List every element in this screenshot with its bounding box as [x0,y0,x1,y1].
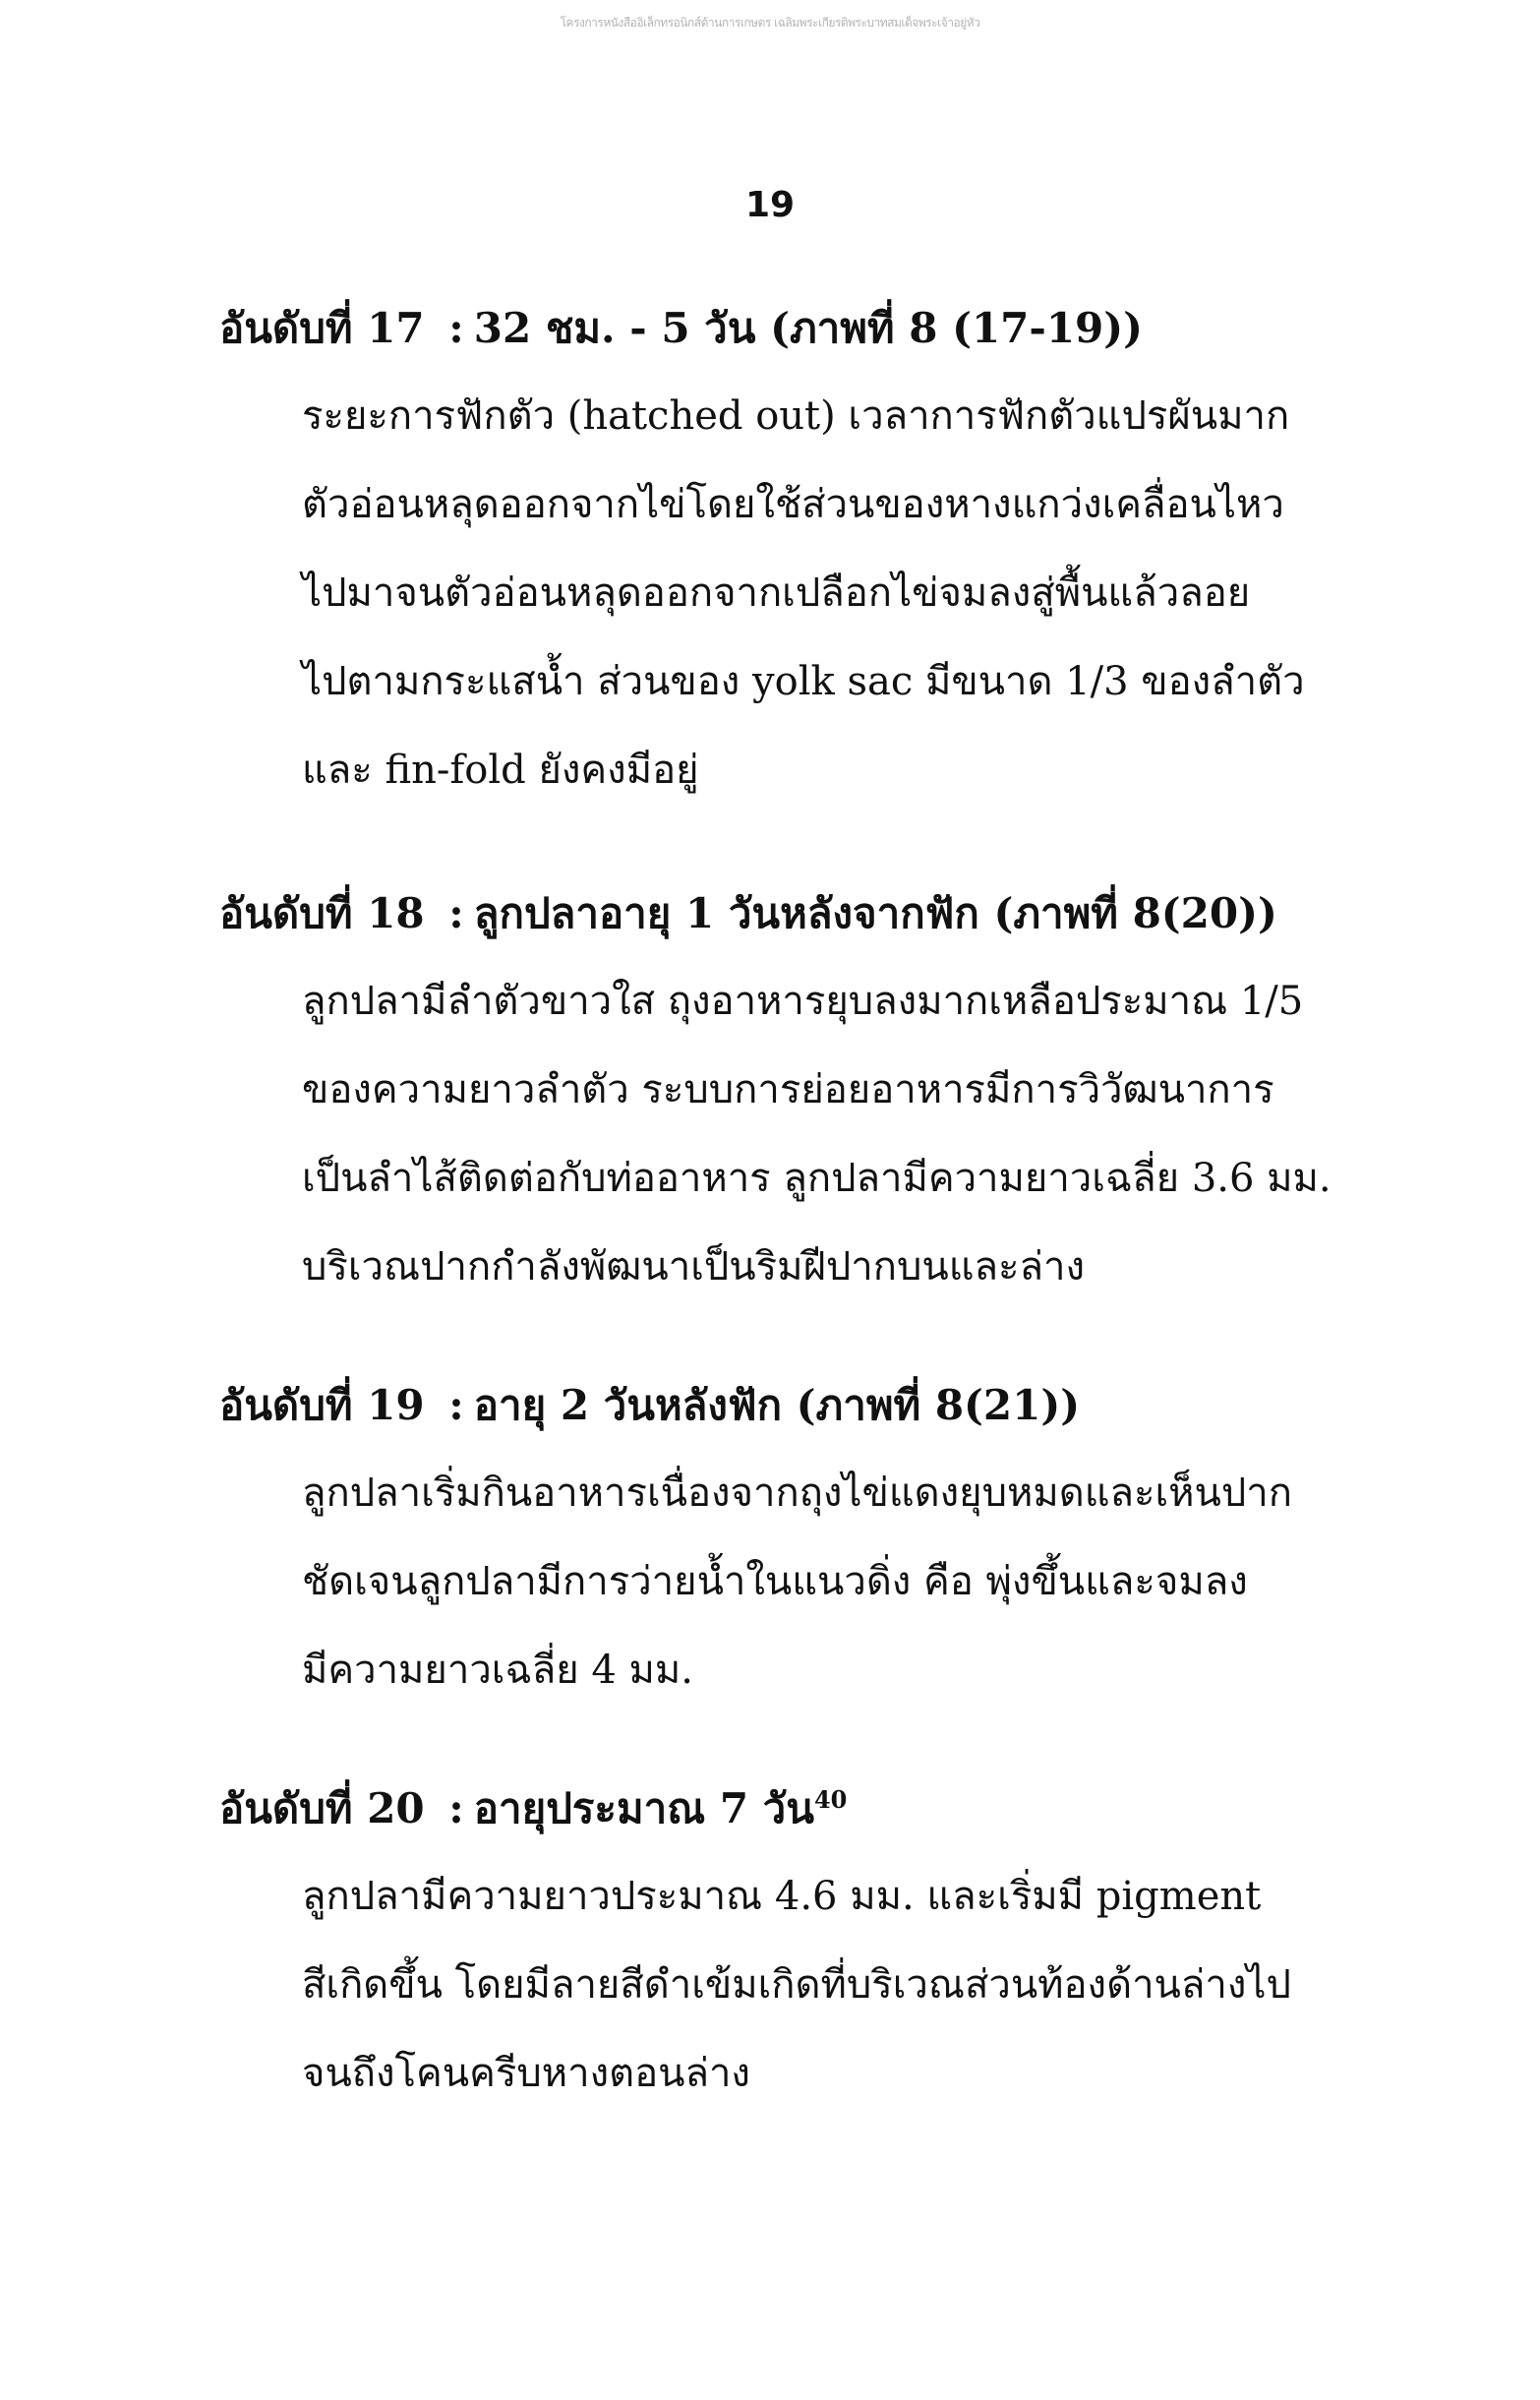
stage-section [219,1766,1399,2118]
stage-number: 18 [367,889,425,937]
stage-section [219,1362,1399,1714]
description-line: ตัวอ่อนหลุดออกจากไข่โดยใช้ส่วนของหางแกว่งเคลื่อนไหว [302,482,1284,527]
stage-number: 17 [367,304,425,352]
stage-heading [219,1362,1399,1449]
page-number: 19 [744,185,796,225]
stage-description [302,1852,1399,2118]
description-line: ระยะการฟักตัว (hatched out) เวลาการฟักตัวแปรผันมาก [302,393,1290,439]
description-line: สีเกิดขึ้น โดยมีลายสีดำเข้มเกิดที่บริเวณส่วนท้องด้านล่างไป [302,1962,1291,2008]
stage-description [302,1449,1399,1714]
description-line: มีความยาวเฉลี่ย 4 มม. [302,1648,693,1693]
description-line: ลูกปลามีความยาวประมาณ 4.6 มม. และเริ่มมี pigment [302,1874,1262,1919]
stage-description [302,957,1399,1311]
stage-separator: : [448,304,464,352]
description-line: และ fin-fold ยังคงมีอยู่ [302,748,699,793]
description-line: บริเวณปากกำลังพัฒนาเป็นริมฝีปากบนและล่าง [302,1244,1085,1290]
description-line: ไปมาจนตัวอ่อนหลุดออกจากเปลือกไข่จมลงสู่พื้นแล้วลอย [302,570,1251,616]
stage-footnote: 40 [813,1785,848,1814]
stage-number: 19 [367,1381,425,1429]
stage-label: อันดับที่ [219,889,353,937]
watermark-text: โครงการหนังสืออิเล็กทรอนิกส์ด้านการเกษตร เฉลิมพระเกียรติพระบาทสมเด็จพระเจ้าอยู่หัว [560,16,980,30]
stage-label: อันดับที่ [219,1381,353,1429]
description-line: ชัดเจนลูกปลามีการว่ายน้ำในแนวดิ่ง คือ พุ่งขึ้นและจมลง [302,1559,1248,1604]
stage-title: ลูกปลาอายุ 1 วันหลังจากฟัก (ภาพที่ 8(20)) [473,889,1277,937]
description-line: ลูกปลามีลำตัวขาวใส ถุงอาหารยุบลงมากเหลือประมาณ 1/5 [302,979,1304,1024]
description-line: ไปตามกระแสน้ำ ส่วนของ yolk sac มีขนาด 1/3 ของลำตัว [302,659,1305,704]
stage-title: อายุ 2 วันหลังฟัก (ภาพที่ 8(21)) [473,1381,1081,1429]
stage-heading [219,285,1399,372]
stage-label: อันดับที่ [219,304,353,352]
stage-number: 20 [367,1784,425,1832]
stage-heading [219,1766,1399,1852]
stage-label: อันดับที่ [219,1784,353,1832]
description-line: เป็นลำไส้ติดต่อกับท่ออาหาร ลูกปลามีความยาวเฉลี่ย 3.6 มม. [302,1156,1332,1201]
stage-title: 32 ชม. - 5 วัน (ภาพที่ 8 (17-19)) [473,304,1144,352]
stage-description [302,372,1399,814]
stage-separator: : [448,1784,464,1832]
description-line: จนถึงโคนครีบหางตอนล่าง [302,2051,750,2096]
stage-separator: : [448,889,464,937]
stage-heading [219,870,1399,957]
description-line: ของความยาวลำตัว ระบบการย่อยอาหารมีการวิวัฒนาการ [302,1067,1274,1112]
description-line: ลูกปลาเริ่มกินอาหารเนื่องจากถุงไข่แดงยุบหมดและเห็นปาก [302,1470,1292,1516]
stage-section [219,285,1399,814]
stage-section [219,870,1399,1311]
stage-title: อายุประมาณ 7 วัน [473,1784,814,1832]
stage-separator: : [448,1381,464,1429]
